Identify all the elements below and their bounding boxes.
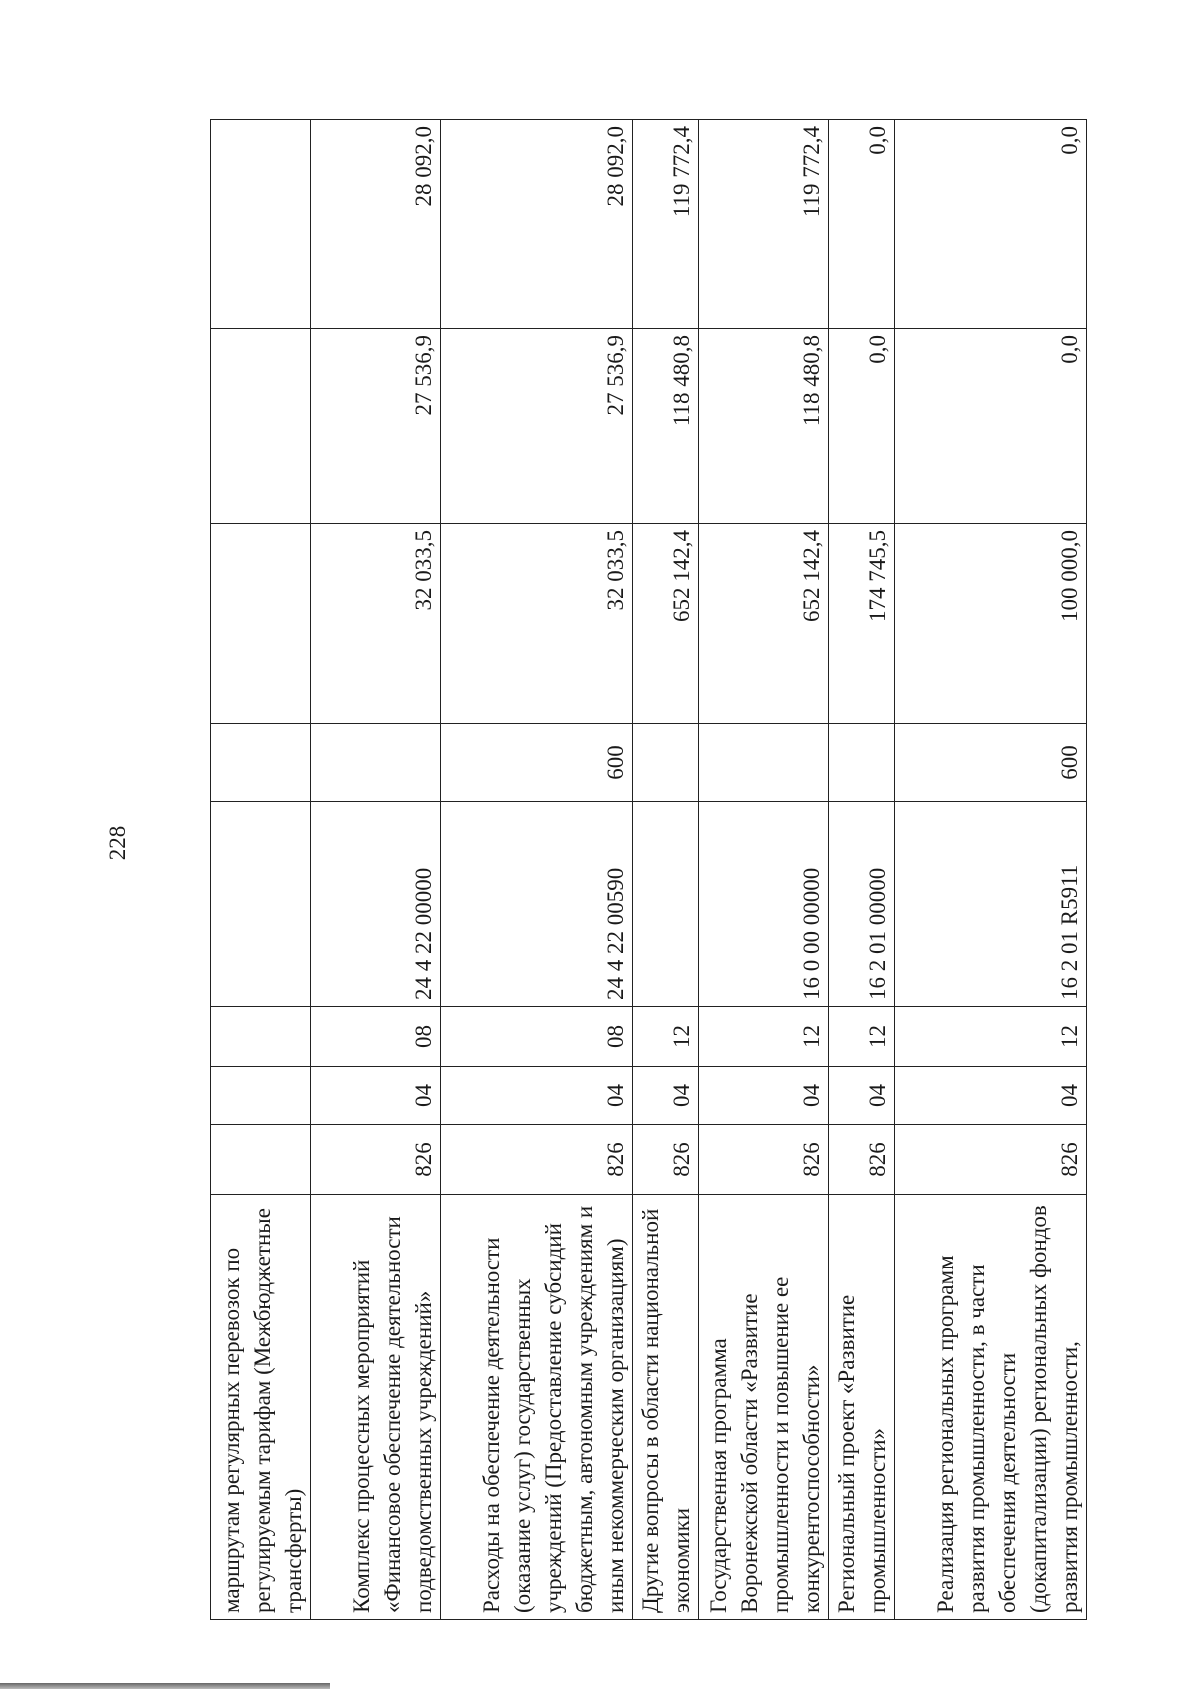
section-code-cell: 04	[441, 1067, 633, 1125]
target-item-code-cell	[633, 802, 699, 1007]
amount-year-1-cell: 100 000,0	[895, 524, 1087, 724]
amount-year-3-cell: 0,0	[829, 120, 895, 329]
rotated-page	[210, 120, 1130, 1620]
amount-year-3-cell: 119 772,4	[633, 120, 699, 329]
table-row	[441, 120, 633, 1620]
target-item-code-cell: 24 4 22 00000	[311, 802, 441, 1007]
section-code-cell	[211, 1067, 311, 1125]
subsection-code-cell: 08	[311, 1007, 441, 1067]
row-name-cell: Комплекс процессных мероприятий «Финансовое обеспечение деятельности подведомственных учреждений»	[311, 1195, 441, 1620]
target-item-code-cell: 24 4 22 00590	[441, 802, 633, 1007]
subsection-code-cell: 12	[699, 1007, 829, 1067]
subsection-code-cell: 08	[441, 1007, 633, 1067]
row-name-cell: Государственная программа Воронежской области «Развитие промышленности и повышение ее конкурентоспособности»	[699, 1195, 829, 1620]
row-name-cell: Расходы на обеспечение деятельности (оказание услуг) государственных учреждений (Предоставление субсидий бюджетным, автономным учреждениям и иным некоммерческим организациям)	[441, 1195, 633, 1620]
row-name-cell: маршрутам регулярных перевозок по регулируемым тарифам (Межбюджетные трансферты)	[211, 1195, 311, 1620]
amount-year-2-cell: 118 480,8	[633, 329, 699, 524]
amount-year-1-cell: 652 142,4	[699, 524, 829, 724]
section-code-cell: 04	[633, 1067, 699, 1125]
subsection-code-cell: 12	[895, 1007, 1087, 1067]
amount-year-2-cell	[211, 329, 311, 524]
expense-type-code-cell: 600	[895, 724, 1087, 802]
amount-year-2-cell: 0,0	[829, 329, 895, 524]
amount-year-2-cell: 27 536,9	[441, 329, 633, 524]
target-item-code-cell: 16 2 01 00000	[829, 802, 895, 1007]
grbs-code-cell: 826	[895, 1125, 1087, 1195]
expense-type-code-cell	[829, 724, 895, 802]
expense-type-code-cell	[311, 724, 441, 802]
row-name-cell: Региональный проект «Развитие промышленности»	[829, 1195, 895, 1620]
section-code-cell: 04	[829, 1067, 895, 1125]
table-row	[633, 120, 699, 1620]
table-row	[699, 120, 829, 1620]
grbs-code-cell: 826	[699, 1125, 829, 1195]
amount-year-3-cell: 28 092,0	[441, 120, 633, 329]
scan-edge-line	[0, 1683, 330, 1689]
grbs-code-cell	[211, 1125, 311, 1195]
grbs-code-cell: 826	[311, 1125, 441, 1195]
expense-type-code-cell	[211, 724, 311, 802]
subsection-code-cell: 12	[829, 1007, 895, 1067]
grbs-code-cell: 826	[441, 1125, 633, 1195]
table-row	[829, 120, 895, 1620]
subsection-code-cell	[211, 1007, 311, 1067]
amount-year-1-cell: 32 033,5	[441, 524, 633, 724]
section-code-cell: 04	[311, 1067, 441, 1125]
table-row	[311, 120, 441, 1620]
table-row	[895, 120, 1087, 1620]
target-item-code-cell: 16 2 01 R5911	[895, 802, 1087, 1007]
amount-year-3-cell: 0,0	[895, 120, 1087, 329]
subsection-code-cell: 12	[633, 1007, 699, 1067]
section-code-cell: 04	[895, 1067, 1087, 1125]
budget-table	[210, 119, 1087, 1620]
amount-year-3-cell	[211, 120, 311, 329]
amount-year-1-cell: 174 745,5	[829, 524, 895, 724]
target-item-code-cell: 16 0 00 00000	[699, 802, 829, 1007]
row-name-cell: Реализация региональных программ развития промышленности, в части обеспечения деятельности (докапитализации) региональных фондов развития промышленности,	[895, 1195, 1087, 1620]
grbs-code-cell: 826	[633, 1125, 699, 1195]
amount-year-3-cell: 119 772,4	[699, 120, 829, 329]
amount-year-1-cell: 32 033,5	[311, 524, 441, 724]
grbs-code-cell: 826	[829, 1125, 895, 1195]
page-number-text: 228	[105, 825, 130, 861]
amount-year-1-cell	[211, 524, 311, 724]
amount-year-2-cell: 118 480,8	[699, 329, 829, 524]
row-name-cell: Другие вопросы в области национальной экономики	[633, 1195, 699, 1620]
budget-table-body	[211, 120, 1087, 1620]
amount-year-3-cell: 28 092,0	[311, 120, 441, 329]
section-code-cell: 04	[699, 1067, 829, 1125]
expense-type-code-cell	[699, 724, 829, 802]
amount-year-1-cell: 652 142,4	[633, 524, 699, 724]
target-item-code-cell	[211, 802, 311, 1007]
table-row	[211, 120, 311, 1620]
amount-year-2-cell: 0,0	[895, 329, 1087, 524]
expense-type-code-cell: 600	[441, 724, 633, 802]
amount-year-2-cell: 27 536,9	[311, 329, 441, 524]
expense-type-code-cell	[633, 724, 699, 802]
